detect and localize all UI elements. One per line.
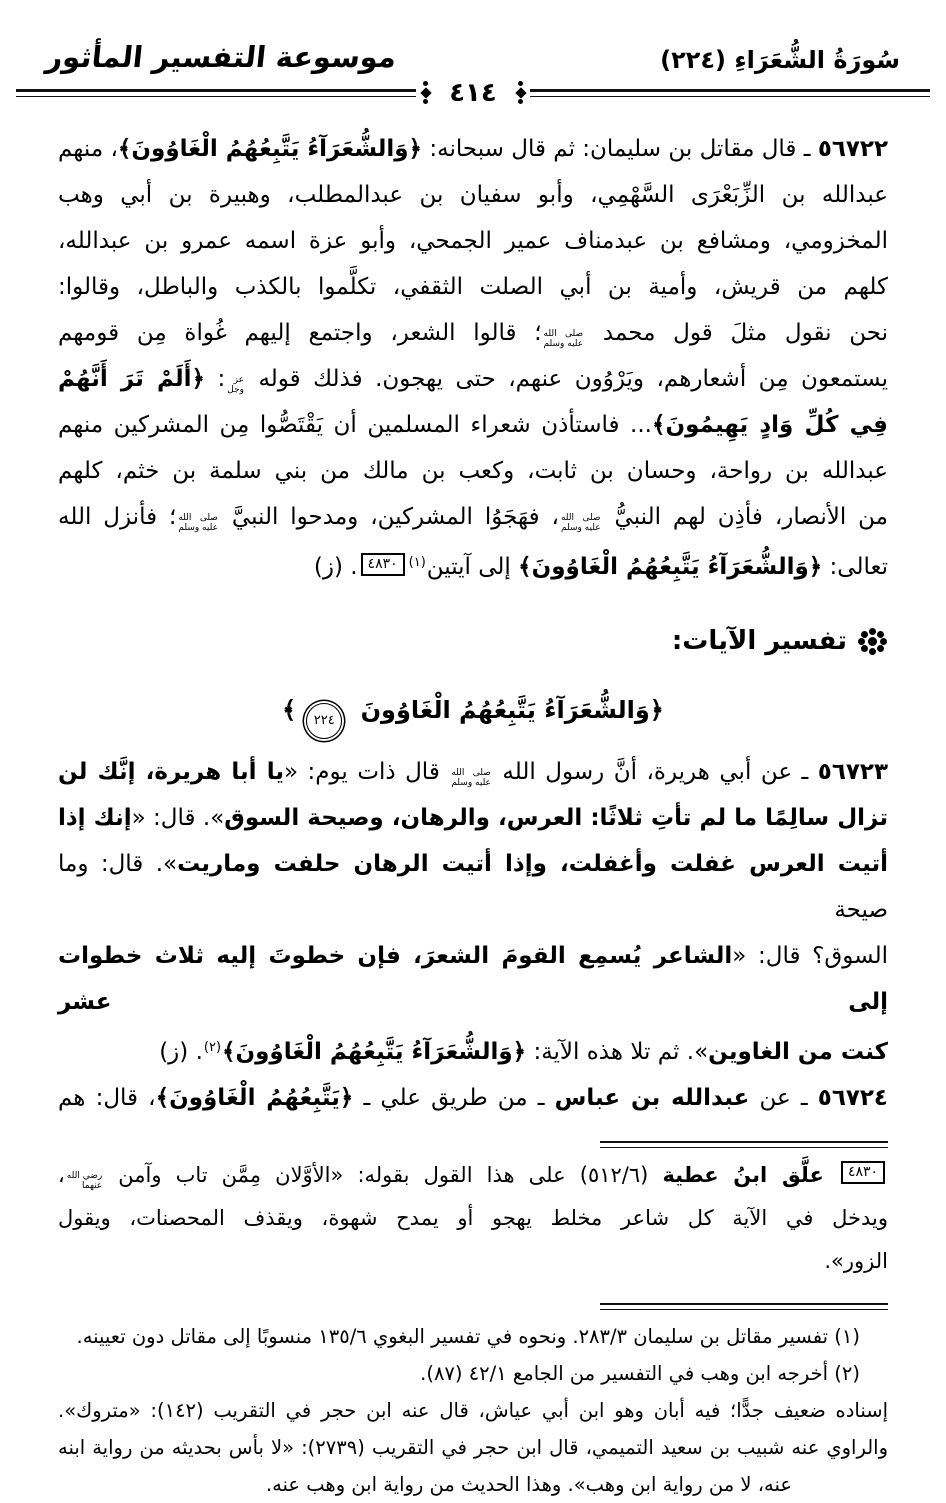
honorific: صلى الله عليه وسلم <box>560 513 601 533</box>
text-segment: ». قال: « <box>131 805 225 831</box>
text-segment: الزور». <box>824 1249 888 1273</box>
text-line <box>58 933 888 1025</box>
page-number: ٤١٤ <box>449 78 497 108</box>
bold-text: أتيت العرس غفلت وأغفلت، وإذا أتيت الرهان حلفت وماريت <box>177 851 888 877</box>
text-segment: ... فاستأذن شعراء المسلمين أن يَقْتَصُّوا مِن المشركين منهم <box>58 412 652 438</box>
header-rule-right <box>530 89 930 97</box>
bold-text: تزال سالِمًا ما لم تأتِ ثلاثًا: العرس، والرهان، وصيحة السوق <box>224 805 888 831</box>
quran-citation: ﴿وَالشُّعَرَآءُ يَتَّبِعُهُمُ الْغَاوُونَ﴾ <box>117 136 423 162</box>
text-line <box>58 494 888 540</box>
text-line <box>58 126 888 172</box>
text-line <box>58 1429 888 1466</box>
commentary-note-4830 <box>58 1154 888 1283</box>
header-rule-left <box>16 89 416 97</box>
text-segment: (٢) أخرجه ابن وهب في التفسير من الجامع ٤٢/١ (٨٧). <box>420 1362 860 1385</box>
text-segment: إلى آيتين <box>426 554 519 580</box>
bold-text: يا أبا هريرة، إنَّك لن <box>58 759 284 785</box>
commentary-ref: ٤٨٣٠ <box>361 553 405 576</box>
text-line <box>58 1318 860 1355</box>
text-segment: ، قال: هم <box>58 1085 156 1111</box>
verse-number-medallion: ٢٢٤ <box>306 703 342 739</box>
text-line <box>58 1197 888 1240</box>
text-segment: ـ عن أبي هريرة، أنَّ رسول الله <box>492 759 818 785</box>
header-rule-row <box>16 76 930 110</box>
text-line <box>58 749 888 795</box>
header-row <box>16 40 930 74</box>
text-segment <box>824 1163 838 1187</box>
quran-citation: ﴿وَالشُّعَرَآءُ يَتَّبِعُهُمُ الْغَاوُونَ﴾ <box>518 554 823 580</box>
text-segment: : <box>205 366 226 392</box>
fleuron-ornament-icon <box>420 81 431 105</box>
text-segment: المخزومي، ومشافع بن عبدمناف عمير الجمحي، وأبو عزة اسمه عمرو بن عبدالله، <box>58 228 888 254</box>
honorific: صلى الله عليه وسلم <box>543 329 584 349</box>
text-segment: نحن نقول مثلَ قول محمد <box>585 320 888 346</box>
bold-text: علَّق ابنُ عطية <box>662 1163 824 1187</box>
honorific: عز وجل <box>227 375 244 395</box>
text-segment: عنه، لا من رواية ابن وهب». وهذا الحديث من رواية ابن وهب عنه. <box>265 1473 792 1496</box>
bold-text: ٥٦٧٢٢ <box>817 136 889 162</box>
text-segment: إسناده ضعيف جدًّا؛ فيه أبان وهو ابن أبي عياش، قال عنه ابن حجر في التقريب (١٤٢): «متروك». <box>58 1399 889 1422</box>
text-line <box>58 1154 888 1197</box>
text-line <box>58 264 888 310</box>
text-segment: ، منهم <box>58 136 118 162</box>
rosette-icon <box>859 628 886 655</box>
bold-text: كنت من الغاوين <box>708 1039 888 1065</box>
text-line <box>58 172 888 218</box>
text-segment: ؛ فأنزل الله <box>58 504 177 530</box>
narrations-56723-56724 <box>58 749 888 1121</box>
honorific: رضي الله عنهما <box>66 1171 103 1191</box>
bold-text: الشاعر يُسمِع القومَ الشعرَ، فإن خطوتَ إليه ثلاث خطوات إلى عشر <box>58 943 888 1015</box>
text-segment: (٥١٢/٦) على هذا القول بقوله: «الأوَّلان مِمَّن تاب وآمن <box>104 1163 663 1187</box>
text-line <box>58 795 888 841</box>
text-line <box>58 1392 888 1429</box>
quran-citation: ﴿يَتَّبِعُهُمُ الْغَاوُونَ﴾ <box>155 1085 354 1111</box>
fleuron-ornament-icon <box>515 81 526 105</box>
page-header <box>0 0 946 110</box>
text-segment: (١) تفسير مقاتل بن سليمان ٢٨٣/٣. ونحوه في تفسير البغوي ١٣٥/٦ منسوبًا إلى مقاتل دون تعيينه. <box>76 1325 860 1348</box>
text-line <box>58 1355 860 1392</box>
numbered-footnotes <box>58 1318 888 1503</box>
text-segment: ». ثم تلا هذه الآية: <box>526 1039 709 1065</box>
quran-citation: ﴾ <box>282 696 297 724</box>
footnote-ref: (٢) <box>203 1040 222 1055</box>
text-segment: ويدخل في الآية كل شاعر مخلط يهجو أو يمدح شهوة، ويقذف المحصنات، ويقول <box>58 1206 888 1230</box>
quran-citation: ﴿وَالشُّعَرَآءُ يَتَّبِعُهُمُ الْغَاوُونَ﴾ <box>222 1039 527 1065</box>
bold-text: ٥٦٧٢٣ <box>817 759 888 785</box>
quran-verse-line <box>58 682 888 739</box>
bold-text: ٥٦٧٢٤ <box>817 1085 888 1111</box>
text-segment: ؛ قالوا الشعر، واجتمع إليهم غُواة مِن قومهم <box>58 320 542 346</box>
text-segment: ـ قال مقاتل بن سليمان: ثم قال سبحانه: <box>422 136 818 162</box>
text-line <box>58 1025 888 1075</box>
section-heading-row <box>58 616 888 666</box>
text-line <box>58 448 888 494</box>
footnote-separator <box>600 1303 888 1310</box>
footnote-separator <box>600 1141 888 1148</box>
quran-citation: فِي كُلِّ وَادٍ يَهِيمُونَ﴾ <box>652 412 888 438</box>
text-line <box>58 1075 888 1121</box>
text-line <box>58 1240 888 1283</box>
text-segment: ، <box>58 1163 65 1187</box>
text-segment: كلهم من قريش، وأمية بن أبي الصلت الثقفي، تكلَّموا بالكذب والباطل، وقالوا: <box>58 274 888 300</box>
text-line <box>58 1466 792 1503</box>
text-line <box>58 218 888 264</box>
text-segment: يستمعون مِن أشعارهم، ويَرْوُون عنهم، حتى يهجون. فذلك قوله <box>246 366 889 392</box>
text-segment: . (ز) <box>159 1039 203 1065</box>
bold-text: عبدالله بن عباس <box>554 1085 750 1111</box>
main-content <box>0 126 946 1503</box>
section-heading-label: تفسير الآيات: <box>671 626 847 656</box>
text-segment: ـ من طريق علي ـ <box>353 1085 555 1111</box>
quran-citation: ﴿وَالشُّعَرَآءُ يَتَّبِعُهُمُ الْغَاوُونَ <box>352 696 664 724</box>
text-segment: ». قال: وما صيحة <box>58 851 888 923</box>
text-segment: ـ عن <box>749 1085 818 1111</box>
narration-56722 <box>58 126 888 590</box>
text-line <box>58 682 888 739</box>
text-segment: عبدالله بن رواحة، وحسان بن ثابت، وكعب بن مالك من بني سلمة بن خثم، كلهم <box>58 458 888 484</box>
book-title-calligraphy: موسوعة التفسير المأثور <box>44 40 399 74</box>
footnote-ref: (١) <box>408 555 426 570</box>
quran-citation: ﴿أَلَمْ تَرَ أَنَّهُمْ <box>58 366 206 392</box>
surah-reference: سُورَةُ الشُّعَرَاءِ (٢٢٤) <box>660 46 900 74</box>
text-line <box>58 402 888 448</box>
text-line <box>58 310 888 356</box>
commentary-ref: ٤٨٣٠ <box>841 1161 885 1184</box>
text-line <box>58 356 888 402</box>
text-segment: تعالى: <box>822 554 888 580</box>
honorific: صلى الله عليه وسلم <box>451 768 491 788</box>
text-line <box>58 841 888 933</box>
text-segment: ، فهَجَوُا المشركين، ومدحوا النبيَّ <box>219 504 559 530</box>
text-line <box>58 540 888 590</box>
text-segment: قال ذات يوم: « <box>283 759 450 785</box>
text-segment: من الأنصار، فأذِن لهم النبيُّ <box>602 504 888 530</box>
text-segment: السوق؟ قال: « <box>732 943 889 969</box>
text-segment: . (ز) <box>313 554 358 580</box>
text-segment: والراوي عنه شبيب بن سعيد التميمي، قال ابن حجر في التقريب (٢٧٣٩): «لا بأس بحديثه من رواية ابنه <box>58 1436 888 1459</box>
honorific: صلى الله عليه وسلم <box>178 513 218 533</box>
bold-text: إنك إذا <box>58 805 132 831</box>
text-segment: عبدالله بن الزِّبَعْرَى السَّهْمِي، وأبو سفيان بن عبدالمطلب، وهبيرة بن أبي وهب <box>58 182 888 208</box>
